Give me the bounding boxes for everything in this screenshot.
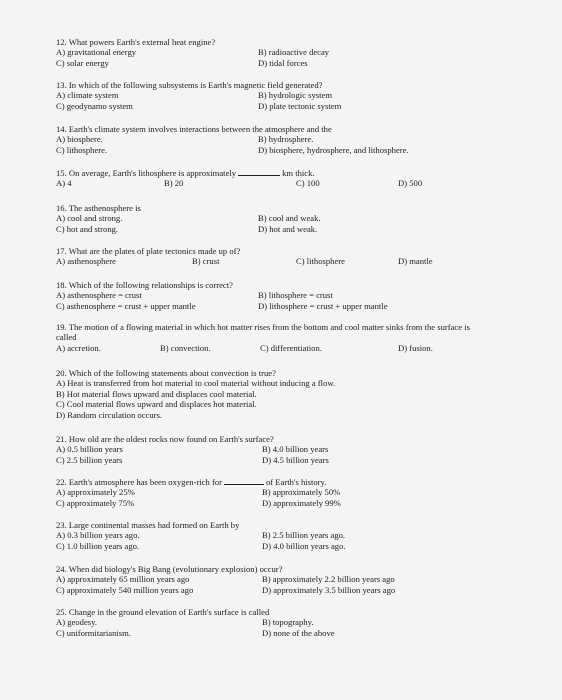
choice-c: C) asthenosphere = crust + upper mantle xyxy=(56,300,196,311)
choice-d: D) plate tectonic system xyxy=(258,100,342,111)
choice-a: A) gravitational energy xyxy=(56,47,137,58)
question-13 xyxy=(56,80,556,111)
question-number: 24. xyxy=(56,564,67,574)
choice-c: C) lithosphere. xyxy=(56,144,108,155)
question-text-before: On average, Earth's lithosphere is approximately xyxy=(68,168,237,178)
choice-b: B) Hot material flows upward and displaces cool material. xyxy=(56,388,257,399)
question-23 xyxy=(56,520,556,551)
choice-a: A) accretion. xyxy=(56,342,101,353)
choice-b: B) 2.5 billion years ago. xyxy=(262,530,346,541)
choice-b: B) approximately 50% xyxy=(262,487,341,498)
question-15 xyxy=(56,168,556,189)
question-text: Which of the following relationships is correct? xyxy=(68,280,233,290)
question-24 xyxy=(56,564,556,595)
choice-c: C) uniformitarianism. xyxy=(56,627,131,638)
question-25 xyxy=(56,607,556,638)
choice-a: A) cool and strong. xyxy=(56,213,123,224)
choice-b: B) 20 xyxy=(164,178,184,189)
question-number: 16. xyxy=(56,203,67,213)
choice-d: D) biosphere, hydrosphere, and lithosphere. xyxy=(258,144,409,155)
question-text: What are the plates of plate tectonics made up of? xyxy=(68,246,241,256)
question-text: The asthenosphere is xyxy=(68,203,141,213)
question-number: 22. xyxy=(56,477,67,487)
choice-a: A) asthenosphere xyxy=(56,256,116,267)
question-number: 23. xyxy=(56,520,67,530)
choice-c: C) 1.0 billion years ago. xyxy=(56,540,140,551)
question-stem xyxy=(56,477,556,487)
question-number: 15. xyxy=(56,168,67,178)
choice-a: A) 0.3 billion years ago. xyxy=(56,530,140,541)
question-stem xyxy=(56,37,556,47)
question-stem xyxy=(56,246,556,256)
question-text: How old are the oldest rocks now found on Earth's surface? xyxy=(68,434,274,444)
question-text: Which of the following statements about convection is true? xyxy=(68,368,276,378)
choice-a: A) asthenosphere = crust xyxy=(56,290,142,301)
question-text: What powers Earth's external heat engine? xyxy=(68,37,216,47)
question-16 xyxy=(56,203,556,234)
question-text: Large continental masses had formed on Earth by xyxy=(68,520,240,530)
question-text-before: Earth's atmosphere has been oxygen-rich for xyxy=(68,477,222,487)
choice-c: C) differentiation. xyxy=(260,342,322,353)
choice-d: D) hot and weak. xyxy=(258,223,318,234)
choice-d: D) tidal forces xyxy=(258,57,308,68)
question-number: 13. xyxy=(56,80,67,90)
question-stem xyxy=(56,168,556,178)
question-number: 19. xyxy=(56,322,67,332)
choice-d: D) Random circulation occurs. xyxy=(56,409,162,420)
question-number: 25. xyxy=(56,607,67,617)
choice-a: A) approximately 25% xyxy=(56,487,135,498)
question-stem xyxy=(56,203,556,213)
question-stem xyxy=(56,124,556,134)
choice-d: D) mantle xyxy=(398,256,433,267)
choice-a: A) approximately 65 million years ago xyxy=(56,574,190,585)
choice-c: C) 2.5 billion years xyxy=(56,454,123,465)
choice-b: B) cool and weak. xyxy=(258,213,321,224)
choice-c: C) approximately 540 million years ago xyxy=(56,584,194,595)
question-19 xyxy=(56,322,556,353)
question-stem xyxy=(56,520,556,530)
choice-a: A) geodesy. xyxy=(56,617,97,628)
question-text: In which of the following subsystems is Earth's magnetic field generated? xyxy=(68,80,323,90)
choice-d: D) 4.5 billion years xyxy=(262,454,329,465)
choice-d: D) 500 xyxy=(398,178,423,189)
question-stem xyxy=(56,434,556,444)
question-17 xyxy=(56,246,556,267)
choice-d: D) 4.0 billion years ago. xyxy=(262,540,346,551)
choice-a: A) 0.5 billion years xyxy=(56,444,123,455)
question-stem xyxy=(56,322,471,343)
question-number: 12. xyxy=(56,37,67,47)
choice-d: D) fusion. xyxy=(398,342,433,353)
question-text: The motion of a flowing material in which hot matter rises from the bottom and cool matter sinks from the surface is called xyxy=(56,322,470,343)
question-text: Change in the ground elevation of Earth's surface is called xyxy=(68,607,270,617)
question-number: 20. xyxy=(56,368,67,378)
choice-b: B) crust xyxy=(192,256,220,267)
question-22 xyxy=(56,477,556,508)
choice-b: B) approximately 2.2 billion years ago xyxy=(262,574,395,585)
question-number: 21. xyxy=(56,434,67,444)
question-14 xyxy=(56,124,556,155)
question-stem xyxy=(56,280,556,290)
choice-c: C) hot and strong. xyxy=(56,223,119,234)
question-stem xyxy=(56,607,556,617)
choice-b: B) 4.0 billion years xyxy=(262,444,329,455)
choice-a: A) biosphere. xyxy=(56,134,103,145)
choice-d: D) none of the above xyxy=(262,627,335,638)
choice-c: C) solar energy xyxy=(56,57,109,68)
choice-a: A) climate system xyxy=(56,90,119,101)
choice-a: A) Heat is transferred from hot material to cool material without inducing a flow. xyxy=(56,378,336,389)
choice-d: D) approximately 3.5 billion years ago xyxy=(262,584,396,595)
question-stem xyxy=(56,564,556,574)
choice-b: B) convection. xyxy=(160,342,211,353)
choice-b: B) radioactive decay xyxy=(258,47,330,58)
answer-blank xyxy=(238,168,280,176)
choice-c: C) Cool material flows upward and displaces hot material. xyxy=(56,399,257,410)
choice-b: B) hydrosphere. xyxy=(258,134,314,145)
choice-c: C) geodynamo system xyxy=(56,100,133,111)
choice-c: C) approximately 75% xyxy=(56,497,135,508)
question-text: When did biology's Big Bang (evolutionary explosion) occur? xyxy=(68,564,283,574)
choice-b: B) hydrologic system xyxy=(258,90,333,101)
question-text-after: km thick. xyxy=(282,168,315,178)
question-text: Earth's climate system involves interactions between the atmosphere and the xyxy=(68,124,332,134)
question-number: 14. xyxy=(56,124,67,134)
answer-blank xyxy=(224,477,264,485)
question-18 xyxy=(56,280,556,311)
question-number: 17. xyxy=(56,246,67,256)
choice-d: D) approximately 99% xyxy=(262,497,341,508)
question-20 xyxy=(56,368,556,420)
question-21 xyxy=(56,434,556,465)
choice-b: B) topography. xyxy=(262,617,314,628)
choice-a: A) 4 xyxy=(56,178,72,189)
choice-c: C) lithosphere xyxy=(296,256,345,267)
question-stem xyxy=(56,368,556,378)
choice-d: D) lithosphere = crust + upper mantle xyxy=(258,300,388,311)
choice-c: C) 100 xyxy=(296,178,320,189)
question-text-after: of Earth's history. xyxy=(265,477,327,487)
choice-b: B) lithosphere = crust xyxy=(258,290,333,301)
question-12 xyxy=(56,37,556,68)
question-number: 18. xyxy=(56,280,67,290)
question-stem xyxy=(56,80,556,90)
